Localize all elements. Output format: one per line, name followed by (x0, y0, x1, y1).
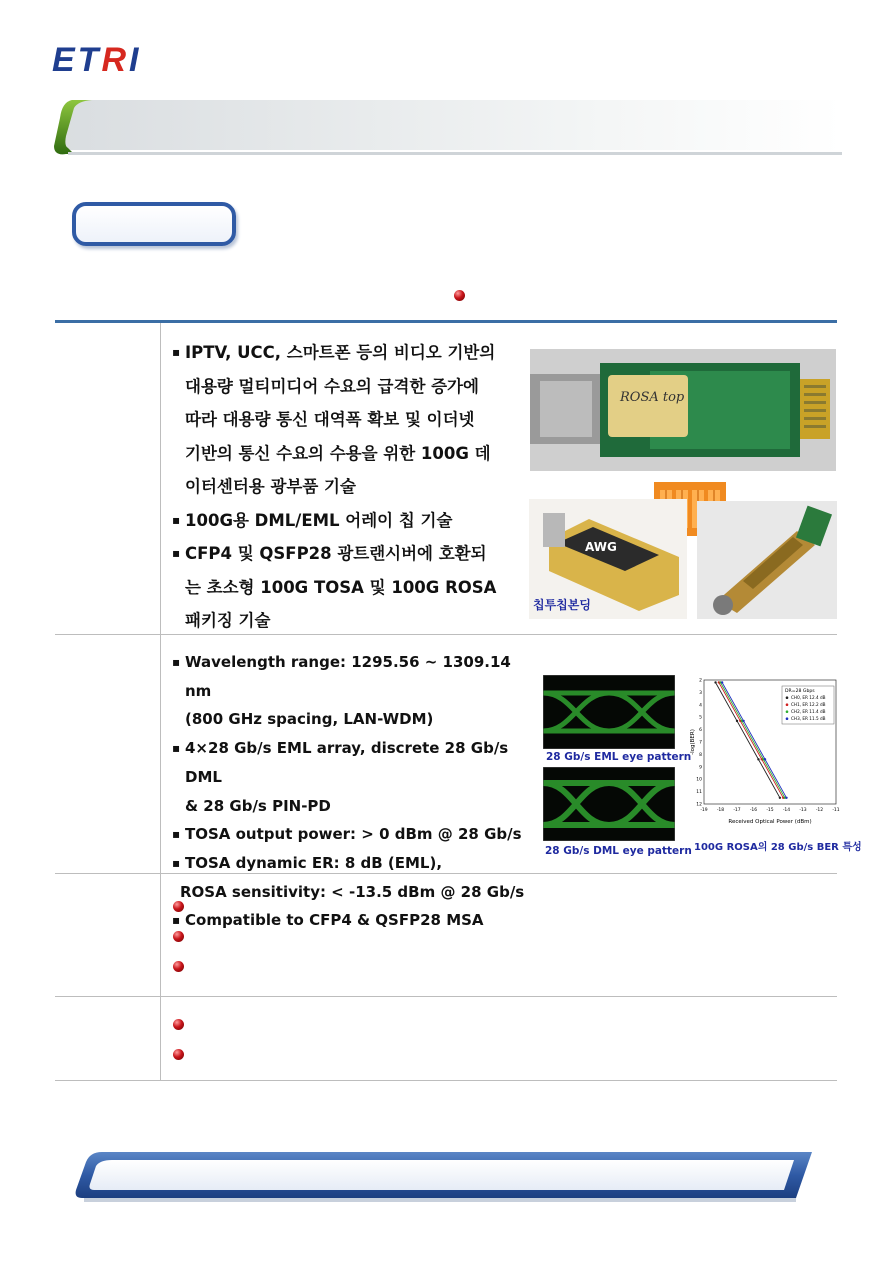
ber-y-axis-label: -log(BER) (690, 729, 696, 755)
eml-eye-caption: 28 Gb/s EML eye pattern (546, 751, 692, 763)
ber-data-point (742, 720, 744, 722)
ber-caption: 100G ROSA의 28 Gb/s BER 특성 (694, 842, 862, 853)
awg-label: AWG (585, 540, 617, 554)
ber-legend-marker (786, 696, 789, 699)
rosa-package-photo (697, 501, 837, 619)
chip-bonding-caption: 칩투칩본딩 (533, 598, 591, 612)
eml-eye-pattern-image (543, 675, 675, 749)
ber-x-tick-label: -19 (700, 808, 708, 813)
dml-eye-pattern-image (543, 767, 675, 841)
ber-x-tick-label: -15 (766, 808, 774, 813)
row3-bullet-1-icon (173, 901, 184, 912)
intro-bullet-item: ▪ CFP4 및 QSFP28 광트랜시버에 호환되 는 초소형 100G TOSA 및 100G ROSA 패키징 기술 (172, 537, 517, 638)
intro-bullet-item: ▪ IPTV, UCC, 스마트폰 등의 비디오 기반의 대용량 멀티미디어 수요의 급격한 증가에 따라 대용량 통신 대역폭 확보 및 이더넷 기반의 통신 수요의 수용을 위한 100G 데 이터센터용 광부품 기술 (172, 336, 517, 504)
ber-y-tick-label: 10 (696, 777, 702, 783)
ber-y-tick-label: 2 (699, 678, 702, 684)
ber-y-tick-label: 12 (696, 802, 702, 808)
ber-legend-entry: CH0, ER 12.4 dB (791, 695, 826, 700)
spec-bullet-item: ▪ TOSA dynamic ER: 8 dB (EML), ROSA sensitivity: < -13.5 dBm @ 28 Gb/s (172, 849, 540, 906)
ber-legend-entry: CH3, ER 11.5 dB (791, 716, 826, 721)
spec-bullet-item: ▪ 4×28 Gb/s EML array, discrete 28 Gb/s DML & 28 Gb/s PIN-PD (172, 734, 540, 820)
ber-y-tick-label: 6 (699, 728, 702, 734)
ber-legend-marker (786, 703, 789, 706)
ber-x-tick-label: -17 (733, 808, 741, 813)
ber-x-tick-label: -12 (815, 808, 824, 813)
module-handwritten-label: ROSA top (620, 390, 685, 405)
table-bottom-rule (55, 1080, 837, 1081)
footer-banner (72, 1150, 817, 1204)
table-top-rule (55, 320, 837, 323)
ber-x-tick-label: -11 (832, 808, 840, 813)
ber-legend-title: DR=28 Gbps (785, 689, 815, 694)
intro-bullet-item: ▪ 100G용 DML/EML 어레이 칩 기술 (172, 504, 517, 538)
spec-bullet-item: ▪ Wavelength range: 1295.56 ~ 1309.14 nm (800 GHz spacing, LAN-WDM) (172, 648, 540, 734)
table-column-divider (160, 323, 161, 1081)
intro-bullet-list (172, 336, 517, 638)
spec-bullet-item: ▪ TOSA output power: > 0 dBm @ 28 Gb/s (172, 820, 540, 849)
ber-x-tick-label: -14 (782, 808, 791, 813)
ber-y-tick-label: 7 (699, 740, 702, 746)
section-label-box (72, 202, 236, 246)
row4-bullet-2-icon (173, 1049, 184, 1060)
red-bullet-icon (454, 290, 465, 301)
ber-legend-entry: CH1, ER 12.2 dB (791, 702, 826, 707)
spec-bullet-item: ▪ Compatible to CFP4 & QSFP28 MSA (172, 906, 540, 935)
transceiver-module-photo (530, 349, 836, 471)
ber-data-point (714, 681, 716, 683)
ber-y-tick-label: 9 (699, 765, 702, 771)
table-row-divider (55, 996, 837, 997)
ber-x-tick-label: -18 (716, 808, 725, 813)
row3-bullet-2-icon (173, 931, 184, 942)
ber-legend-marker (786, 710, 789, 713)
ber-y-tick-label: 8 (699, 752, 702, 758)
ber-x-tick-label: -16 (749, 808, 758, 813)
ber-data-point (785, 797, 787, 799)
etri-logo: ETRI (52, 41, 142, 79)
ber-x-tick-label: -13 (799, 808, 807, 813)
ber-x-axis-label: Received Optical Power (dBm) (728, 819, 812, 825)
title-banner (52, 98, 842, 158)
ber-legend-entry: CH2, ER 11.4 dB (791, 709, 826, 714)
awg-chip-bonding-photo (529, 499, 687, 619)
ber-legend-marker (786, 717, 789, 720)
ber-data-point (779, 797, 781, 799)
row3-bullet-3-icon (173, 961, 184, 972)
ber-data-point (764, 758, 766, 760)
ber-y-tick-label: 11 (696, 790, 702, 796)
ber-data-point (757, 758, 759, 760)
ber-data-point (721, 681, 723, 683)
ber-data-point (736, 720, 738, 722)
ber-chart (688, 676, 840, 828)
ber-y-tick-label: 3 (699, 690, 702, 696)
ber-y-tick-label: 4 (699, 703, 702, 709)
spec-bullet-list (172, 648, 540, 935)
row4-bullet-1-icon (173, 1019, 184, 1030)
ber-y-tick-label: 5 (699, 715, 702, 721)
dml-eye-caption: 28 Gb/s DML eye pattern (545, 845, 692, 857)
